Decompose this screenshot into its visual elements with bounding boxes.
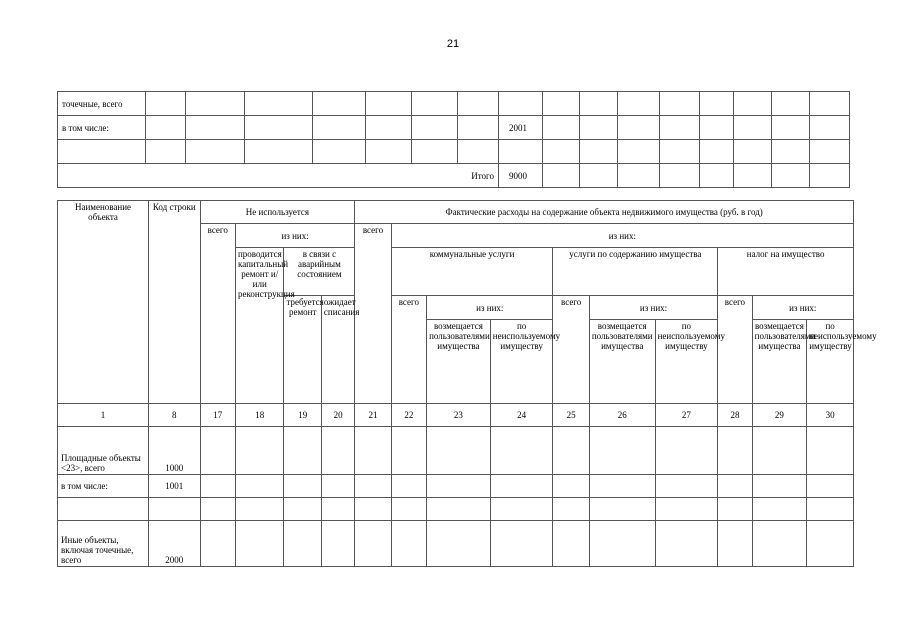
header-total: всего bbox=[391, 296, 426, 404]
table-row bbox=[58, 498, 854, 521]
header-of-which: из них: bbox=[235, 224, 354, 248]
header-total: всего bbox=[200, 224, 235, 404]
row-label: в том числе: bbox=[58, 116, 146, 140]
col-number: 21 bbox=[355, 404, 391, 427]
row-label: Площадные объекты <23>, всего bbox=[58, 427, 149, 475]
row-code: 2001 bbox=[499, 116, 543, 140]
page-number: 21 bbox=[446, 38, 460, 50]
row-code bbox=[499, 140, 543, 164]
header-capital-repair: проводится капитальный ремонт и/или реконструкция bbox=[235, 248, 284, 404]
col-number: 30 bbox=[807, 404, 854, 427]
header-unused: по неиспользуемому имуществу bbox=[490, 320, 553, 404]
table-row bbox=[58, 164, 850, 188]
header-code: Код строки bbox=[149, 201, 201, 404]
col-number: 26 bbox=[589, 404, 655, 427]
continuation-table bbox=[57, 91, 850, 188]
col-number: 29 bbox=[752, 404, 807, 427]
col-number: 19 bbox=[284, 404, 321, 427]
table-row bbox=[58, 116, 850, 140]
header-emergency: в связи с аварийным состоянием bbox=[284, 248, 355, 296]
header-utilities: коммунальные услуги bbox=[391, 248, 553, 296]
col-number: 1 bbox=[58, 404, 149, 427]
header-reimbursed: возмещается пользователями имущества bbox=[752, 320, 807, 404]
col-number: 27 bbox=[655, 404, 718, 427]
header-total: всего bbox=[553, 296, 589, 404]
row-label: в том числе: bbox=[58, 475, 149, 498]
header-property-tax: налог на имущество bbox=[718, 248, 854, 296]
table-row bbox=[58, 521, 854, 567]
header-reimbursed: возмещается пользователями имущества bbox=[589, 320, 655, 404]
header-reimbursed: возмещается пользователями имущества bbox=[427, 320, 491, 404]
header-row bbox=[58, 201, 854, 224]
header-total: всего bbox=[355, 224, 391, 404]
total-code: 9000 bbox=[499, 164, 543, 188]
header-of-which: из них: bbox=[752, 296, 853, 320]
row-label: точечные, всего bbox=[58, 92, 146, 116]
row-code: 1000 bbox=[149, 427, 201, 475]
row-code bbox=[499, 92, 543, 116]
col-number: 20 bbox=[321, 404, 354, 427]
col-number: 17 bbox=[200, 404, 235, 427]
header-name: Наименование объекта bbox=[58, 201, 149, 404]
col-number: 28 bbox=[718, 404, 752, 427]
header-maintenance: услуги по содержанию имущества bbox=[553, 248, 718, 296]
header-of-which: из них: bbox=[589, 296, 717, 320]
header-actual-costs: Фактические расходы на содержание объекта недвижимого имущества (руб. в год) bbox=[355, 201, 854, 224]
table-row bbox=[58, 427, 854, 475]
header-awaiting: ожидает списания bbox=[321, 296, 354, 404]
header-needs-repair: требуется ремонт bbox=[284, 296, 321, 404]
row-label bbox=[58, 498, 149, 521]
table-row bbox=[58, 92, 850, 116]
row-label bbox=[58, 140, 146, 164]
row-code: 1001 bbox=[149, 475, 201, 498]
col-number: 25 bbox=[553, 404, 589, 427]
header-of-which: из них: bbox=[427, 296, 553, 320]
row-label: Иные объекты, включая точечные, всего bbox=[58, 521, 149, 567]
header-of-which: из них: bbox=[391, 224, 853, 248]
expenses-table bbox=[57, 200, 877, 567]
header-not-used: Не используется bbox=[200, 201, 355, 224]
header-unused: по неиспользуемому имуществу bbox=[655, 320, 718, 404]
header-total: всего bbox=[718, 296, 752, 404]
col-number: 24 bbox=[490, 404, 553, 427]
row-code: 2000 bbox=[149, 521, 201, 567]
total-label: Итого bbox=[58, 164, 499, 188]
col-number: 8 bbox=[149, 404, 201, 427]
col-number: 22 bbox=[391, 404, 426, 427]
table-row bbox=[58, 475, 854, 498]
col-number: 23 bbox=[427, 404, 491, 427]
col-number: 18 bbox=[235, 404, 284, 427]
column-numbers-row bbox=[58, 404, 854, 427]
header-unused: по неиспользуемому имуществу bbox=[807, 320, 854, 404]
table-row bbox=[58, 140, 850, 164]
row-code bbox=[149, 498, 201, 521]
